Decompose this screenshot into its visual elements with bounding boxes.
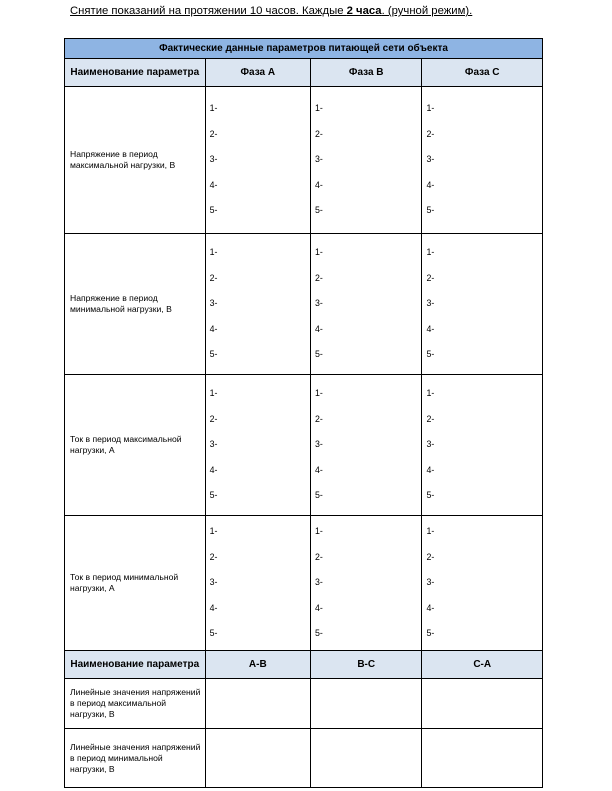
line-header-row	[65, 651, 543, 679]
entry: 3-	[426, 439, 435, 450]
entry: 4-	[426, 602, 435, 613]
entry: 4-	[209, 464, 218, 475]
entry: 1-	[315, 388, 323, 399]
phase-a-cell[interactable]	[205, 516, 310, 651]
entry: 5-	[209, 628, 218, 639]
entry: 1-	[209, 526, 218, 537]
phase-a-cell[interactable]	[205, 234, 310, 375]
phase-a-header: Фаза A	[205, 59, 310, 87]
row-label: Напряжение в период минимальной нагрузки, В	[65, 234, 206, 375]
ca-header: C-A	[422, 651, 543, 679]
table-title: Фактические данные параметров питающей сети объекта	[65, 39, 543, 59]
entry: 2-	[426, 128, 435, 139]
entry: 3-	[209, 577, 218, 588]
entry: 1-	[315, 526, 323, 537]
table-row	[65, 729, 543, 788]
entry: 4-	[209, 323, 218, 334]
entry: 5-	[315, 205, 323, 216]
row-label: Ток в период максимальной нагрузки, А	[65, 375, 206, 516]
entry: 5-	[315, 628, 323, 639]
phase-a-cell[interactable]	[205, 87, 310, 234]
entry: 5-	[315, 490, 323, 501]
phase-c-cell[interactable]	[422, 375, 543, 516]
phase-b-cell[interactable]	[311, 375, 422, 516]
entry: 1-	[209, 247, 218, 258]
bc-cell[interactable]	[311, 679, 422, 729]
entry: 2-	[209, 272, 218, 283]
entry: 4-	[426, 323, 435, 334]
entry: 4-	[209, 602, 218, 613]
entry: 3-	[315, 298, 323, 309]
intro-prefix: Снятие показаний на протяжении 10 часов. Каждые	[70, 5, 347, 17]
entry: 1-	[209, 388, 218, 399]
entry: 1-	[315, 247, 323, 258]
phase-b-cell[interactable]	[311, 234, 422, 375]
entry: 2-	[426, 272, 435, 283]
entry: 1-	[426, 526, 435, 537]
entry: 3-	[209, 439, 218, 450]
ab-header: A-B	[205, 651, 310, 679]
entry: 3-	[209, 298, 218, 309]
bc-cell[interactable]	[311, 729, 422, 788]
entry: 5-	[209, 490, 218, 501]
entry: 2-	[315, 128, 323, 139]
entry: 1-	[426, 247, 435, 258]
entry: 4-	[315, 602, 323, 613]
table-row	[65, 87, 543, 234]
entry: 4-	[315, 464, 323, 475]
intro-bold: 2 часа	[346, 5, 382, 17]
row-label: Ток в период минимальной нагрузки, А	[65, 516, 206, 651]
param-header: Наименование параметра	[65, 59, 206, 87]
entry: 4-	[426, 464, 435, 475]
entry: 4-	[426, 179, 435, 190]
row-label: Линейные значения напряжений в период максимальной нагрузки, В	[65, 679, 206, 729]
ca-cell[interactable]	[422, 679, 543, 729]
table-row	[65, 679, 543, 729]
phase-b-cell[interactable]	[311, 516, 422, 651]
phase-header-row	[65, 59, 543, 87]
entry: 3-	[426, 298, 435, 309]
table-row	[65, 516, 543, 651]
phase-c-header: Фаза C	[422, 59, 543, 87]
entry: 2-	[315, 272, 323, 283]
entry: 3-	[315, 439, 323, 450]
row-label: Напряжение в период максимальной нагрузки, В	[65, 87, 206, 234]
grid-parameters-table	[64, 38, 543, 788]
intro-text	[70, 5, 472, 17]
entry: 5-	[315, 349, 323, 360]
entry: 5-	[426, 205, 435, 216]
phase-b-header: Фаза B	[311, 59, 422, 87]
entry: 1-	[209, 103, 218, 114]
entry: 5-	[209, 205, 218, 216]
entry: 3-	[209, 154, 218, 165]
entry: 5-	[209, 349, 218, 360]
phase-a-cell[interactable]	[205, 375, 310, 516]
entry: 4-	[315, 323, 323, 334]
entry: 2-	[209, 413, 218, 424]
row-label: Линейные значения напряжений в период минимальной нагрузки, В	[65, 729, 206, 788]
table-title-row	[65, 39, 543, 59]
bc-header: B-C	[311, 651, 422, 679]
phase-c-cell[interactable]	[422, 516, 543, 651]
entry: 4-	[315, 179, 323, 190]
entry: 2-	[315, 413, 323, 424]
ab-cell[interactable]	[205, 729, 310, 788]
entry: 5-	[426, 628, 435, 639]
entry: 2-	[426, 413, 435, 424]
entry: 2-	[209, 128, 218, 139]
intro-suffix: . (ручной режим).	[381, 5, 473, 17]
entry: 1-	[426, 103, 435, 114]
phase-b-cell[interactable]	[311, 87, 422, 234]
entry: 1-	[315, 103, 323, 114]
param-header: Наименование параметра	[65, 651, 206, 679]
entry: 2-	[426, 551, 435, 562]
entry: 3-	[426, 154, 435, 165]
ab-cell[interactable]	[205, 679, 310, 729]
entry: 3-	[426, 577, 435, 588]
entry: 2-	[315, 551, 323, 562]
phase-c-cell[interactable]	[422, 234, 543, 375]
entry: 4-	[209, 179, 218, 190]
phase-c-cell[interactable]	[422, 87, 543, 234]
table-row	[65, 234, 543, 375]
entry: 5-	[426, 490, 435, 501]
entry: 3-	[315, 577, 323, 588]
entry: 3-	[315, 154, 323, 165]
ca-cell[interactable]	[422, 729, 543, 788]
entry: 5-	[426, 349, 435, 360]
entry: 1-	[426, 388, 435, 399]
table-row	[65, 375, 543, 516]
entry: 2-	[209, 551, 218, 562]
